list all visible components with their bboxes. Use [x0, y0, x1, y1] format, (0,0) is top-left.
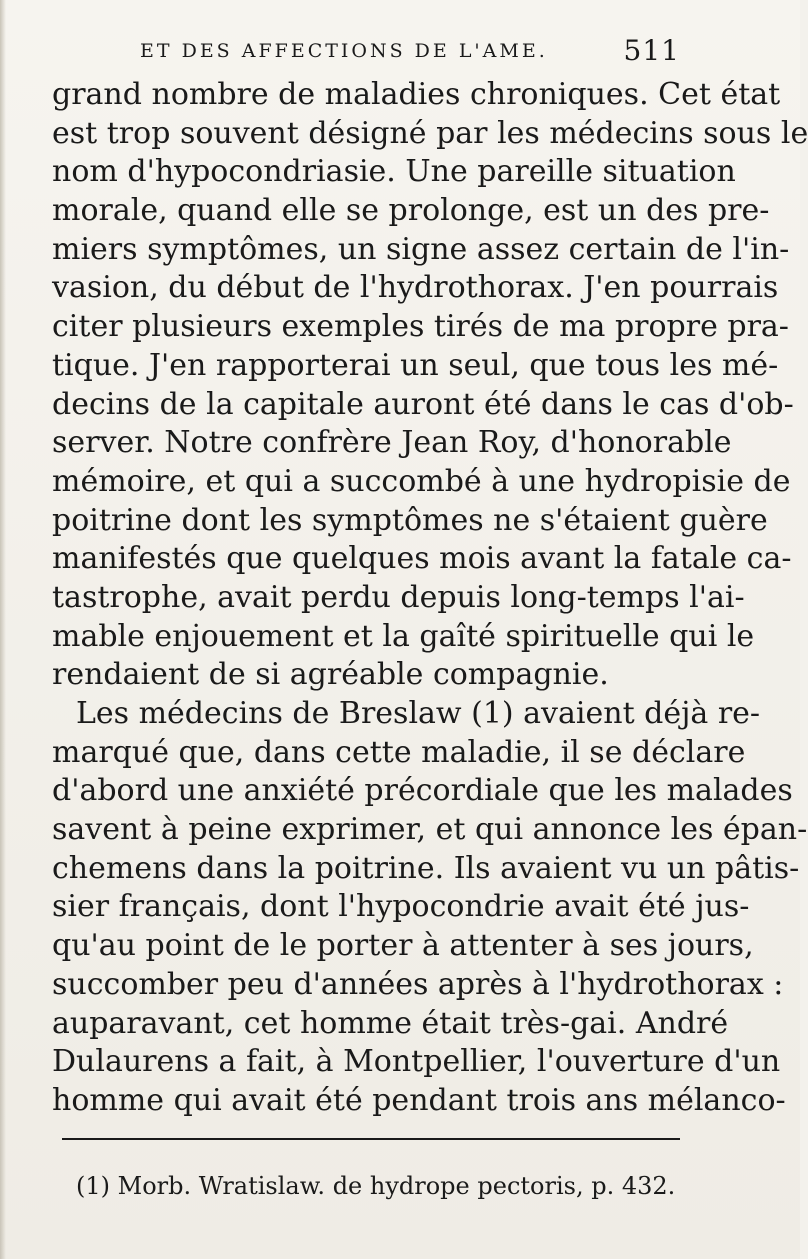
text-line: nom d'hypocondriasie. Une pareille situation	[52, 154, 736, 190]
text-line: Les médecins de Breslaw (1) avaient déjà re-	[76, 696, 761, 731]
text-line: succomber peu d'années après à l'hydrothorax :	[52, 966, 784, 1002]
text-line: est trop souvent désigné par les médecins sous le	[52, 115, 808, 151]
body-text	[52, 76, 808, 1121]
text-line: morale, quand elle se prolonge, est un des pre-	[52, 193, 770, 229]
text-line: rendaient de si agréable compagnie.	[52, 657, 609, 693]
running-head	[140, 34, 680, 70]
text-line: savent à peine exprimer, et qui annonce les épan-	[52, 812, 808, 848]
running-head-title: ET DES AFFECTIONS DE L'AME.	[140, 40, 548, 62]
text-line: tique. J'en rapporterai un seul, que tous les mé-	[52, 347, 779, 383]
text-line: chemens dans la poitrine. Ils avaient vu un pâtis-	[52, 850, 800, 886]
text-line: miers symptômes, un signe assez certain de l'in-	[52, 231, 790, 267]
text-line: manifestés que quelques mois avant la fatale ca-	[52, 541, 792, 577]
text-line: citer plusieurs exemples tirés de ma propre pra-	[52, 309, 789, 345]
text-line: mémoire, et qui a succombé à une hydropisie de	[52, 463, 791, 499]
text-line: d'abord une anxiété précordiale que les malades	[52, 773, 793, 809]
text-line: server. Notre confrère Jean Roy, d'honorable	[52, 425, 732, 461]
text-line: auparavant, cet homme était très-gai. André	[52, 1005, 729, 1041]
text-line: Dulaurens a fait, à Montpellier, l'ouverture d'un	[52, 1044, 781, 1080]
footnote: (1) Morb. Wratislaw. de hydrope pectoris, p. 432.	[76, 1172, 676, 1200]
text-line: mable enjouement et la gaîté spirituelle qui le	[52, 618, 755, 654]
text-line: qu'au point de le porter à attenter à ses jours,	[52, 928, 754, 964]
text-line: decins de la capitale auront été dans le cas d'ob-	[52, 386, 794, 422]
text-line: marqué que, dans cette maladie, il se déclare	[52, 734, 746, 770]
page-number: 511	[623, 34, 680, 67]
text-line: poitrine dont les symptômes ne s'étaient guère	[52, 502, 768, 538]
text-line: homme qui avait été pendant trois ans mélanco-	[52, 1082, 786, 1118]
footnote-rule	[62, 1138, 680, 1140]
text-line: vasion, du début de l'hydrothorax. J'en pourrais	[52, 270, 779, 306]
page-edge-shadow	[0, 0, 6, 1259]
text-line: sier français, dont l'hypocondrie avait été jus-	[52, 889, 750, 925]
text-line: tastrophe, avait perdu depuis long-temps l'ai-	[52, 579, 745, 615]
text-line: grand nombre de maladies chroniques. Cet état	[52, 77, 781, 112]
